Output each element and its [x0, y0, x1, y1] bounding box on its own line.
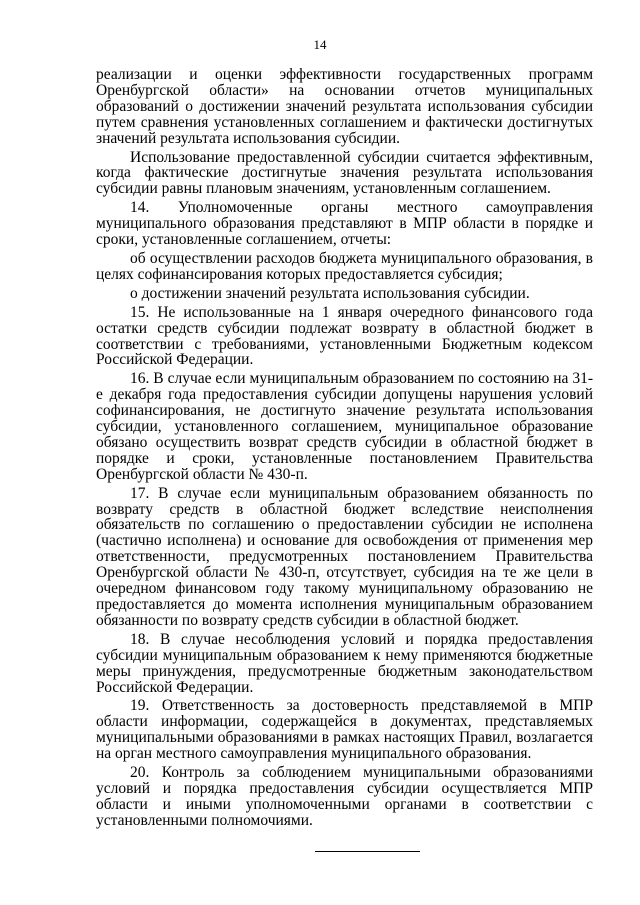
paragraph-item-19: 19. Ответственность за достоверность представляемой в МПР области информации, содержащейся в документах, представляемых муниципальными образованиями в рамках настоящих Правил, возлагается на орган местного самоуправления муниципального образования. — [96, 697, 593, 763]
paragraph-item-17: 17. В случае если муниципальным образованием обязанность по возврату средств в областной бюджет вследствие неисполнения обязательств по соглашению о предоставлении субсидии не исполнена (частично исполнена) и основание для освобождения от применения мер ответственности, предусмотренных постановлением Правительства Оренбургской области № 430-п, отсутствует, субсидия на те же цели в очередном финансовом году такому муниципальному образованию не предоставляется до момента исполнения муниципальным образованием обязанности по возврату средств субсидии в областной бюджет. — [96, 484, 593, 629]
paragraph-effectiveness: Использование предоставленной субсидии считается эффективным, когда фактические достигнутые значения результата использования субсидии равны плановым значениям, установленным соглашением. — [96, 148, 593, 198]
paragraph-report-expenses: об осуществлении расходов бюджета муниципального образования, в целях софинансирования которых предоставляется субсидия; — [96, 249, 593, 283]
paragraph-item-14: 14. Уполномоченные органы местного самоуправления муниципального образования представляют в МПР области в порядке и сроки, установленные соглашением, отчеты: — [96, 199, 593, 249]
paragraph-continuation: реализации и оценки эффективности государственных программ Оренбургской области» на основании отчетов муниципальных образований о достижении значений результата использования субсидии путем сравнения установленных соглашением и фактически достигнутых значений результата использования субсидии. — [96, 66, 593, 147]
paragraph-item-20: 20. Контроль за соблюдением муниципальными образованиями условий и порядка предоставления субсидии осуществляется МПР области и иными уполномоченными органами в соответствии с установленными полномочиями. — [96, 764, 593, 829]
page-number: 14 — [313, 37, 327, 52]
paragraph-item-15: 15. Не использованные на 1 января очередного финансового года остатки средств субсидии подлежат возврату в областной бюджет в соответствии с требованиями, установленными Бюджетным кодексом Российской Федерации. — [96, 303, 593, 369]
paragraph-item-18: 18. В случае несоблюдения условий и порядка предоставления субсидии муниципальным образованием к нему применяются бюджетные меры принуждения, предусмотренные бюджетным законодательством Российской Федерации. — [96, 630, 593, 696]
end-divider — [315, 851, 420, 852]
paragraph-report-results: о достижении значений результата использования субсидии. — [130, 284, 530, 302]
document-body — [96, 67, 593, 832]
paragraph-item-16: 16. В случае если муниципальным образованием по состоянию на 31-е декабря года предоставления субсидии допущены нарушения условий софинансирования, не достигнуто значение результата использования субсидии, установленного соглашением, муниципальное образование обязано осуществить возврат средств субсидии в областной бюджет в порядке и сроки, установленные постановлением Правительства Оренбургской области № 430-п. — [96, 370, 593, 483]
